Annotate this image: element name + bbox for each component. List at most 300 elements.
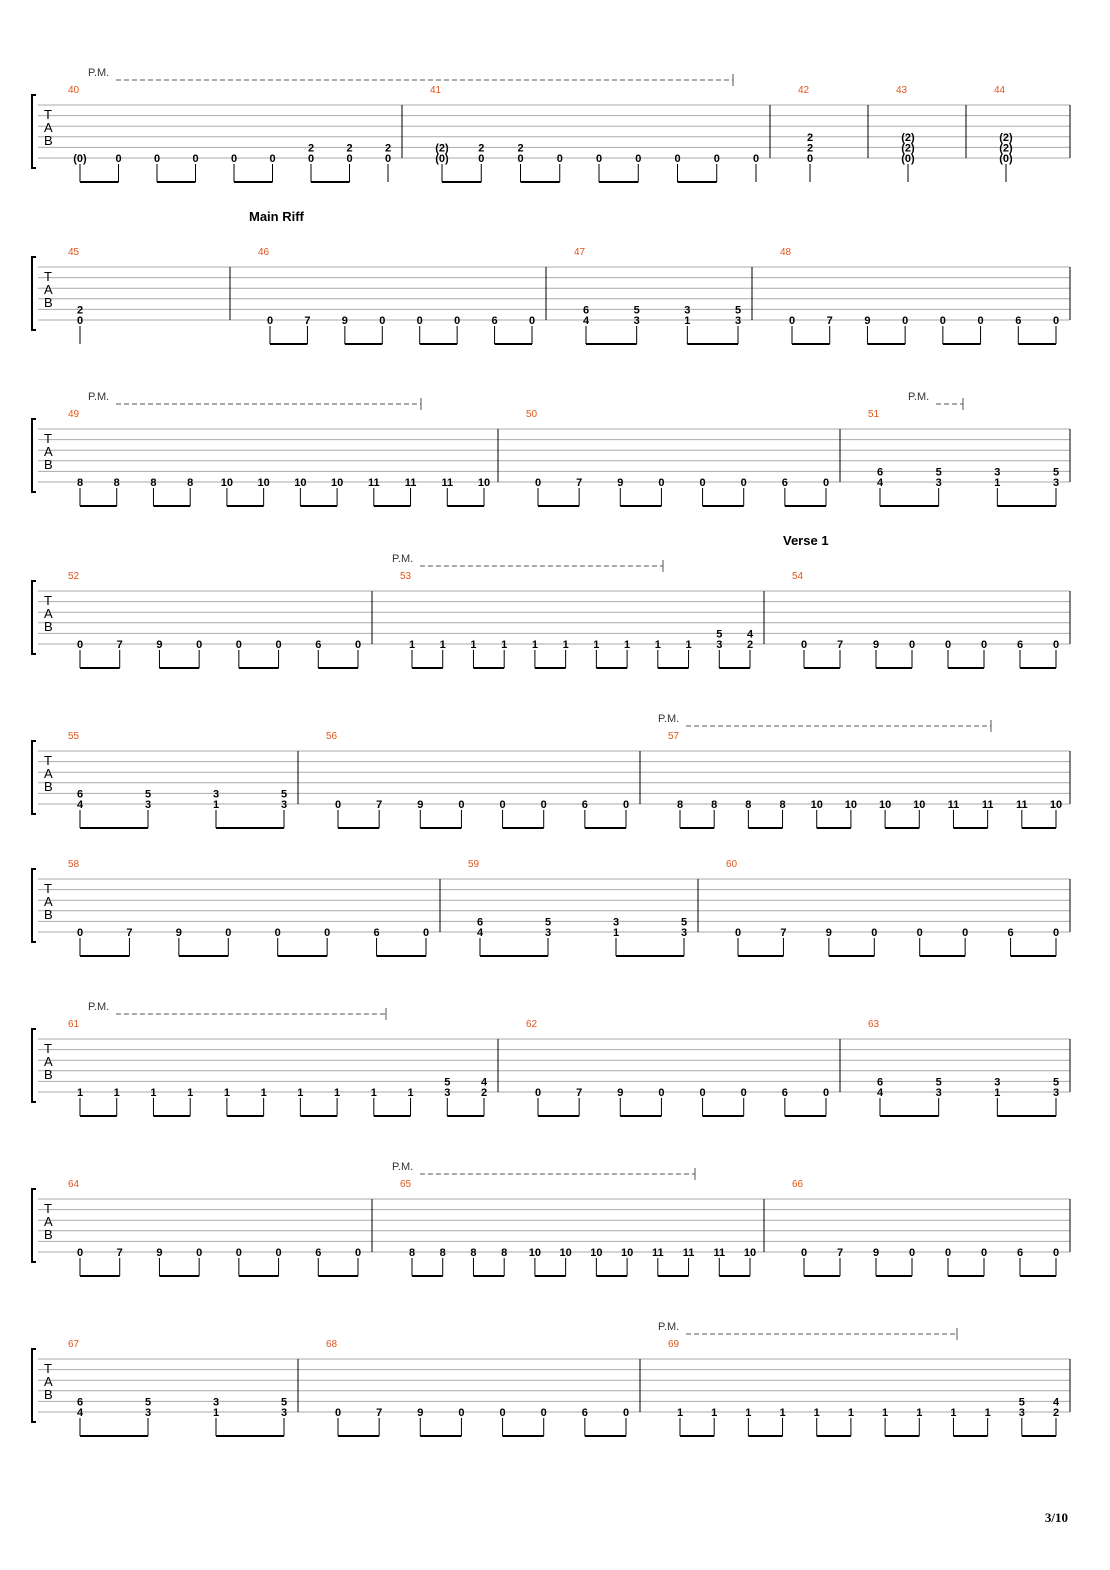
fret-number: 3 bbox=[280, 799, 288, 811]
fret-number: 10 bbox=[294, 477, 307, 489]
fret-number: 0 bbox=[908, 639, 916, 651]
fret-number: 5 bbox=[734, 304, 742, 317]
fret-number: 7 bbox=[836, 1247, 844, 1259]
fret-number: 8 bbox=[711, 799, 718, 811]
measure-number: 46 bbox=[258, 247, 270, 258]
fret-number: 3 bbox=[994, 466, 1001, 479]
fret-number: 1 bbox=[654, 639, 661, 651]
palm-mute-label: P.M. bbox=[392, 553, 414, 565]
section-label: Verse 1 bbox=[783, 533, 829, 548]
fret-number: 9 bbox=[156, 639, 163, 651]
fret-number: 4 bbox=[582, 315, 590, 327]
fret-number: 1 bbox=[531, 639, 538, 651]
fret-number: 1 bbox=[685, 639, 692, 651]
tab-system bbox=[32, 1001, 1070, 1116]
fret-number: 10 bbox=[878, 799, 892, 811]
palm-mute-label: P.M. bbox=[658, 713, 680, 725]
fret-number: 4 bbox=[480, 1076, 488, 1089]
system-bracket bbox=[32, 741, 36, 814]
fret-number: 6 bbox=[491, 315, 498, 327]
fret-number: 0 bbox=[225, 927, 232, 939]
fret-number: 1 bbox=[260, 1087, 267, 1099]
fret-number: 3 bbox=[633, 315, 640, 327]
fret-number: 7 bbox=[576, 477, 583, 489]
fret-number: 0 bbox=[540, 1407, 547, 1419]
fret-number: 8 bbox=[779, 799, 786, 811]
fret-number: 0 bbox=[658, 1087, 665, 1099]
fret-number: 10 bbox=[477, 477, 491, 489]
fret-number: (0) bbox=[73, 153, 87, 165]
fret-number: 2 bbox=[806, 142, 814, 155]
fret-number: 8 bbox=[501, 1247, 508, 1259]
tab-clef-letter: T bbox=[44, 753, 52, 768]
measure-number: 64 bbox=[68, 1179, 80, 1190]
fret-number: 11 bbox=[947, 799, 960, 811]
measure-number: 66 bbox=[792, 1179, 804, 1190]
fret-number: 8 bbox=[113, 477, 120, 489]
fret-number: 10 bbox=[257, 477, 270, 489]
fret-number: 5 bbox=[633, 304, 640, 317]
tab-system bbox=[32, 859, 1070, 956]
fret-number: 5 bbox=[280, 788, 288, 801]
fret-number: 3 bbox=[1018, 1407, 1025, 1419]
fret-number: 2 bbox=[1052, 1407, 1060, 1419]
fret-number: 4 bbox=[876, 1087, 884, 1099]
fret-number: 0 bbox=[478, 153, 485, 165]
fret-number: 6 bbox=[1007, 927, 1014, 939]
fret-number: 1 bbox=[562, 639, 569, 651]
fret-number: 1 bbox=[187, 1087, 194, 1099]
fret-number: 9 bbox=[417, 1407, 424, 1419]
system-bracket bbox=[32, 1029, 36, 1102]
fret-number: 2 bbox=[384, 142, 392, 155]
fret-number: 0 bbox=[334, 799, 342, 811]
palm-mute-label: P.M. bbox=[908, 391, 930, 403]
fret-number: 0 bbox=[944, 1247, 952, 1259]
measure-number: 55 bbox=[68, 731, 80, 742]
fret-number: 10 bbox=[528, 1247, 542, 1259]
fret-number: (2) bbox=[999, 131, 1013, 144]
fret-number: (0) bbox=[435, 153, 449, 165]
fret-number: 0 bbox=[76, 1247, 84, 1259]
fret-number: 0 bbox=[1052, 315, 1060, 327]
fret-number: 0 bbox=[977, 315, 984, 327]
fret-number: 9 bbox=[872, 639, 880, 651]
fret-number: 0 bbox=[192, 153, 199, 165]
fret-number: (2) bbox=[901, 142, 915, 155]
fret-number: 1 bbox=[334, 1087, 341, 1099]
fret-number: 5 bbox=[1052, 466, 1060, 479]
fret-number: 4 bbox=[876, 477, 884, 489]
fret-number: 9 bbox=[617, 477, 624, 489]
tab-clef-letter: B bbox=[44, 133, 53, 148]
fret-number: 9 bbox=[417, 799, 424, 811]
fret-number: 9 bbox=[341, 315, 348, 327]
fret-number: 0 bbox=[916, 927, 923, 939]
fret-number: 6 bbox=[315, 1247, 322, 1259]
fret-number: 6 bbox=[1015, 315, 1022, 327]
fret-number: 1 bbox=[916, 1407, 923, 1419]
fret-number: 0 bbox=[908, 1247, 916, 1259]
measure-number: 69 bbox=[668, 1339, 680, 1350]
fret-number: 6 bbox=[581, 799, 588, 811]
fret-number: 3 bbox=[280, 1407, 288, 1419]
fret-number: 1 bbox=[593, 639, 600, 651]
fret-number: 0 bbox=[76, 639, 84, 651]
measure-number: 50 bbox=[526, 409, 538, 420]
fret-number: 0 bbox=[939, 315, 946, 327]
tab-clef-letter: A bbox=[44, 1054, 53, 1069]
fret-number: (0) bbox=[999, 153, 1013, 165]
tab-clef-letter: T bbox=[44, 107, 52, 122]
fret-number: 3 bbox=[935, 1087, 942, 1099]
fret-number: 3 bbox=[994, 1076, 1001, 1089]
tab-system bbox=[32, 1161, 1070, 1276]
fret-number: 0 bbox=[1052, 927, 1060, 939]
fret-number: 0 bbox=[354, 639, 362, 651]
fret-number: 0 bbox=[235, 639, 242, 651]
fret-number: 1 bbox=[212, 1407, 220, 1419]
fret-number: 8 bbox=[150, 477, 157, 489]
fret-number: 7 bbox=[780, 927, 787, 939]
fret-number: 0 bbox=[235, 1247, 242, 1259]
fret-number: 11 bbox=[682, 1247, 695, 1259]
fret-number: 6 bbox=[315, 639, 322, 651]
fret-number: 0 bbox=[324, 927, 331, 939]
fret-number: 0 bbox=[871, 927, 878, 939]
fret-number: 8 bbox=[76, 477, 84, 489]
fret-number: 0 bbox=[422, 927, 430, 939]
system-bracket bbox=[32, 1349, 36, 1422]
fret-number: 11 bbox=[404, 477, 417, 489]
fret-number: 10 bbox=[220, 477, 234, 489]
tab-system bbox=[32, 713, 1070, 828]
fret-number: 0 bbox=[458, 1407, 465, 1419]
measure-number: 61 bbox=[68, 1019, 80, 1030]
measure-number: 44 bbox=[994, 85, 1006, 96]
tab-system bbox=[32, 1321, 1070, 1436]
fret-number: 11 bbox=[981, 799, 994, 811]
measure-number: 53 bbox=[400, 571, 412, 582]
fret-number: 0 bbox=[196, 639, 203, 651]
fret-number: 2 bbox=[806, 131, 814, 144]
fret-number: 1 bbox=[684, 315, 691, 327]
fret-number: 0 bbox=[76, 927, 84, 939]
tab-clef-letter: T bbox=[44, 881, 52, 896]
page-number: 3/10 bbox=[1044, 1510, 1068, 1525]
fret-number: 0 bbox=[534, 477, 542, 489]
measure-number: 67 bbox=[68, 1339, 80, 1350]
tab-clef-letter: B bbox=[44, 1067, 53, 1082]
fret-number: 0 bbox=[153, 153, 161, 165]
fret-number: 2 bbox=[76, 304, 84, 317]
fret-number: 4 bbox=[1052, 1396, 1060, 1409]
fret-number: 0 bbox=[230, 153, 238, 165]
fret-number: 3 bbox=[144, 1407, 152, 1419]
fret-number: (2) bbox=[999, 142, 1013, 155]
fret-number: 0 bbox=[822, 1087, 830, 1099]
fret-number: 1 bbox=[676, 1407, 684, 1419]
fret-number: 0 bbox=[76, 315, 84, 327]
tab-clef-letter: A bbox=[44, 282, 53, 297]
fret-number: 5 bbox=[716, 628, 723, 641]
measure-number: 48 bbox=[780, 247, 792, 258]
fret-number: 0 bbox=[499, 799, 506, 811]
measure-number: 57 bbox=[668, 731, 680, 742]
fret-number: 0 bbox=[1052, 1247, 1060, 1259]
fret-number: 0 bbox=[534, 1087, 542, 1099]
fret-number: 1 bbox=[212, 799, 220, 811]
fret-number: (2) bbox=[901, 131, 915, 144]
fret-number: 7 bbox=[116, 1247, 123, 1259]
fret-number: 5 bbox=[935, 1076, 942, 1089]
fret-number: 3 bbox=[734, 315, 742, 327]
fret-number: 1 bbox=[950, 1407, 957, 1419]
fret-number: 11 bbox=[713, 1247, 726, 1259]
fret-number: 5 bbox=[544, 916, 552, 929]
tab-clef-letter: T bbox=[44, 593, 52, 608]
palm-mute-label: P.M. bbox=[88, 391, 110, 403]
fret-number: 3 bbox=[212, 788, 220, 801]
fret-number: 0 bbox=[499, 1407, 506, 1419]
measure-number: 42 bbox=[798, 85, 810, 96]
fret-number: 1 bbox=[150, 1087, 157, 1099]
fret-number: 0 bbox=[458, 799, 465, 811]
fret-number: 1 bbox=[439, 639, 446, 651]
fret-number: (2) bbox=[435, 142, 449, 155]
fret-number: 9 bbox=[864, 315, 871, 327]
fret-number: 4 bbox=[476, 927, 484, 939]
tab-clef-letter: A bbox=[44, 444, 53, 459]
fret-number: 7 bbox=[576, 1087, 583, 1099]
fret-number: 5 bbox=[144, 1396, 152, 1409]
system-bracket bbox=[32, 95, 36, 168]
system-bracket bbox=[32, 869, 36, 942]
fret-number: 0 bbox=[734, 927, 742, 939]
fret-number: 6 bbox=[781, 1087, 788, 1099]
fret-number: 6 bbox=[876, 1076, 884, 1089]
fret-number: 7 bbox=[376, 799, 383, 811]
fret-number: 7 bbox=[304, 315, 311, 327]
palm-mute-label: P.M. bbox=[88, 67, 110, 79]
fret-number: 0 bbox=[354, 1247, 362, 1259]
fret-number: 2 bbox=[517, 142, 524, 155]
fret-number: 2 bbox=[346, 142, 353, 155]
fret-number: 3 bbox=[935, 477, 942, 489]
fret-number: 0 bbox=[540, 799, 547, 811]
fret-number: 0 bbox=[269, 153, 276, 165]
tab-system bbox=[32, 533, 1070, 668]
fret-number: 0 bbox=[454, 315, 461, 327]
fret-number: 6 bbox=[582, 304, 590, 317]
fret-number: 5 bbox=[144, 788, 152, 801]
fret-number: 3 bbox=[212, 1396, 220, 1409]
fret-number: 0 bbox=[822, 477, 830, 489]
fret-number: 10 bbox=[844, 799, 858, 811]
tab-clef-letter: T bbox=[44, 1361, 52, 1376]
tab-clef-letter: T bbox=[44, 431, 52, 446]
fret-number: 2 bbox=[307, 142, 315, 155]
system-bracket bbox=[32, 257, 36, 330]
fret-number: 0 bbox=[658, 477, 665, 489]
fret-number: 9 bbox=[825, 927, 832, 939]
fret-number: 6 bbox=[581, 1407, 588, 1419]
fret-number: 1 bbox=[624, 639, 631, 651]
fret-number: 0 bbox=[595, 153, 603, 165]
fret-number: 8 bbox=[408, 1247, 416, 1259]
fret-number: 3 bbox=[716, 639, 723, 651]
fret-number: 1 bbox=[470, 639, 477, 651]
measure-number: 62 bbox=[526, 1019, 538, 1030]
tab-clef-letter: B bbox=[44, 457, 53, 472]
fret-number: 6 bbox=[373, 927, 380, 939]
measure-number: 40 bbox=[68, 85, 80, 96]
tab-clef-letter: A bbox=[44, 766, 53, 781]
fret-number: 2 bbox=[478, 142, 485, 155]
fret-number: 0 bbox=[980, 639, 988, 651]
fret-number: 4 bbox=[76, 799, 84, 811]
tab-system bbox=[32, 391, 1070, 506]
measure-number: 65 bbox=[400, 1179, 412, 1190]
fret-number: 0 bbox=[622, 1407, 630, 1419]
fret-number: 0 bbox=[346, 153, 353, 165]
fret-number: 7 bbox=[376, 1407, 383, 1419]
fret-number: 0 bbox=[699, 477, 706, 489]
fret-number: 0 bbox=[1052, 639, 1060, 651]
fret-number: 0 bbox=[528, 315, 536, 327]
fret-number: 10 bbox=[743, 1247, 757, 1259]
fret-number: 0 bbox=[416, 315, 423, 327]
fret-number: 7 bbox=[826, 315, 833, 327]
tab-clef-letter: T bbox=[44, 269, 52, 284]
measure-number: 63 bbox=[868, 1019, 880, 1030]
measure-number: 54 bbox=[792, 571, 804, 582]
palm-mute-label: P.M. bbox=[88, 1001, 110, 1013]
tab-clef-letter: B bbox=[44, 1227, 53, 1242]
fret-number: 1 bbox=[297, 1087, 304, 1099]
fret-number: 0 bbox=[800, 1247, 808, 1259]
fret-number: 3 bbox=[612, 916, 620, 929]
fret-number: 1 bbox=[779, 1407, 786, 1419]
fret-number: 6 bbox=[876, 466, 884, 479]
fret-number: 0 bbox=[196, 1247, 203, 1259]
fret-number: 6 bbox=[1016, 1247, 1024, 1259]
measure-number: 47 bbox=[574, 247, 586, 258]
fret-number: 0 bbox=[944, 639, 952, 651]
palm-mute-label: P.M. bbox=[658, 1321, 680, 1333]
fret-number: 3 bbox=[544, 927, 552, 939]
fret-number: 0 bbox=[622, 799, 630, 811]
fret-number: 5 bbox=[280, 1396, 288, 1409]
fret-number: 11 bbox=[367, 477, 380, 489]
measure-number: 60 bbox=[726, 859, 738, 870]
fret-number: 1 bbox=[76, 1087, 84, 1099]
fret-number: 0 bbox=[556, 153, 563, 165]
fret-number: 0 bbox=[800, 639, 808, 651]
fret-number: 1 bbox=[745, 1407, 752, 1419]
system-bracket bbox=[32, 419, 36, 492]
fret-number: (0) bbox=[901, 153, 915, 165]
fret-number: 0 bbox=[635, 153, 642, 165]
fret-number: 10 bbox=[559, 1247, 572, 1259]
fret-number: 2 bbox=[746, 639, 754, 651]
fret-number: 0 bbox=[752, 153, 760, 165]
fret-number: 0 bbox=[334, 1407, 342, 1419]
fret-number: 1 bbox=[711, 1407, 718, 1419]
fret-number: 3 bbox=[680, 927, 688, 939]
palm-mute-label: P.M. bbox=[392, 1161, 414, 1173]
measure-number: 58 bbox=[68, 859, 80, 870]
fret-number: 9 bbox=[617, 1087, 624, 1099]
fret-number: 0 bbox=[115, 153, 122, 165]
tab-system bbox=[32, 209, 1070, 344]
fret-number: 5 bbox=[444, 1076, 451, 1089]
fret-number: 10 bbox=[590, 1247, 603, 1259]
fret-number: 1 bbox=[407, 1087, 414, 1099]
fret-number: 1 bbox=[882, 1407, 889, 1419]
fret-number: 7 bbox=[126, 927, 133, 939]
fret-number: 8 bbox=[470, 1247, 477, 1259]
measure-number: 49 bbox=[68, 409, 80, 420]
fret-number: 5 bbox=[680, 916, 688, 929]
fret-number: 7 bbox=[116, 639, 123, 651]
fret-number: 7 bbox=[836, 639, 844, 651]
fret-number: 0 bbox=[674, 153, 681, 165]
tab-clef-letter: B bbox=[44, 907, 53, 922]
fret-number: 0 bbox=[379, 315, 386, 327]
system-bracket bbox=[32, 581, 36, 654]
measure-number: 51 bbox=[868, 409, 880, 420]
fret-number: 8 bbox=[187, 477, 194, 489]
fret-number: 0 bbox=[980, 1247, 988, 1259]
tab-clef-letter: A bbox=[44, 120, 53, 135]
fret-number: 1 bbox=[847, 1407, 854, 1419]
fret-number: 2 bbox=[480, 1087, 488, 1099]
fret-number: 0 bbox=[275, 639, 282, 651]
fret-number: 8 bbox=[745, 799, 752, 811]
fret-number: 0 bbox=[902, 315, 909, 327]
fret-number: 8 bbox=[676, 799, 684, 811]
fret-number: 5 bbox=[1052, 1076, 1060, 1089]
fret-number: 4 bbox=[746, 628, 754, 641]
fret-number: 10 bbox=[620, 1247, 634, 1259]
fret-number: 1 bbox=[113, 1087, 120, 1099]
fret-number: 1 bbox=[370, 1087, 377, 1099]
fret-number: 1 bbox=[223, 1087, 230, 1099]
fret-number: 11 bbox=[1015, 799, 1028, 811]
fret-number: 1 bbox=[408, 639, 416, 651]
fret-number: 1 bbox=[612, 927, 620, 939]
fret-number: 1 bbox=[813, 1407, 820, 1419]
tab-clef-letter: T bbox=[44, 1201, 52, 1216]
fret-number: 1 bbox=[501, 639, 508, 651]
fret-number: 6 bbox=[476, 916, 484, 929]
fret-number: 0 bbox=[274, 927, 281, 939]
fret-number: 3 bbox=[684, 304, 691, 317]
tab-clef-letter: A bbox=[44, 1214, 53, 1229]
fret-number: 0 bbox=[275, 1247, 282, 1259]
tab-clef-letter: A bbox=[44, 606, 53, 621]
section-label: Main Riff bbox=[249, 209, 304, 224]
fret-number: 5 bbox=[1018, 1396, 1025, 1409]
fret-number: 0 bbox=[806, 153, 814, 165]
system-bracket bbox=[32, 1189, 36, 1262]
fret-number: 3 bbox=[1052, 1087, 1060, 1099]
measure-number: 59 bbox=[468, 859, 480, 870]
tab-system bbox=[32, 67, 1070, 182]
fret-number: 10 bbox=[330, 477, 344, 489]
fret-number: 10 bbox=[913, 799, 926, 811]
